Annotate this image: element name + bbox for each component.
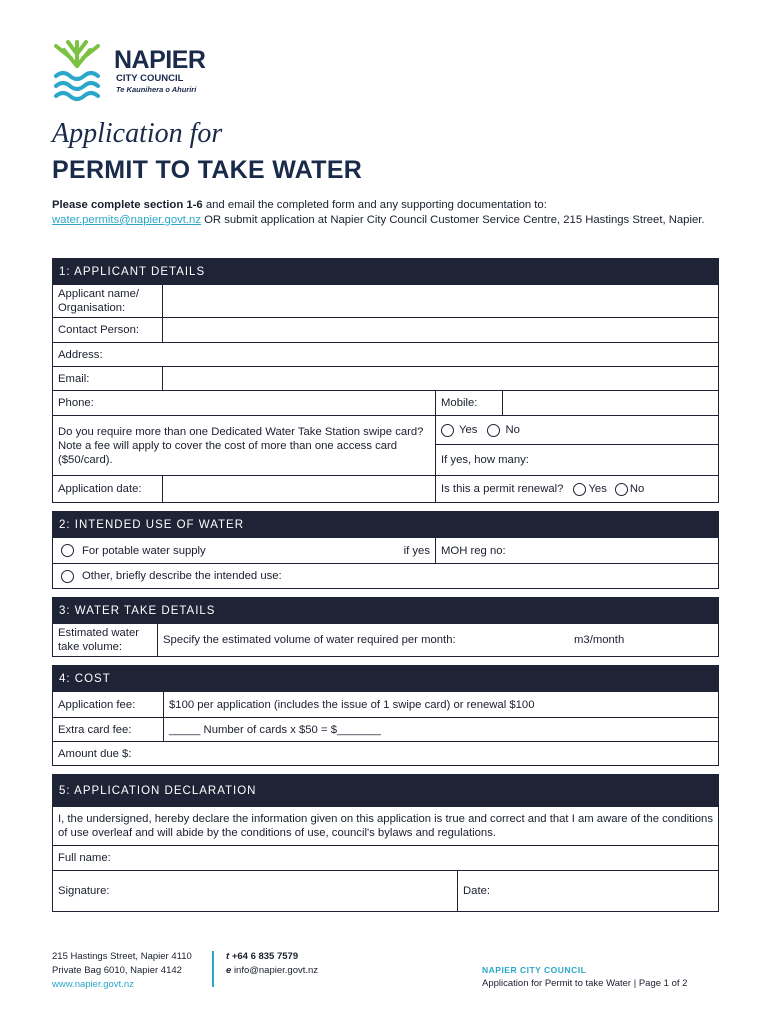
mobile-label: Mobile: [435,391,502,415]
applicant-label: Applicant name/ Organisation: [58,288,140,314]
estimated-volume-label: Estimated water take volume: [58,627,139,653]
application-date-label: Application date: [58,483,142,495]
swipe-card-answer [435,416,718,475]
full-name-row [53,845,718,870]
footer-phone-label: t [226,951,230,962]
footer-organisation: NAPIER CITY COUNCIL [482,965,587,975]
email-field[interactable] [162,367,718,390]
section-1-header: 1: APPLICANT DETAILS [53,259,718,285]
section-5-header: 5: APPLICATION DECLARATION [53,775,718,807]
council-logo [52,36,252,106]
renewal-label: Is this a permit renewal? [441,483,564,495]
date-label: Date: [457,871,718,911]
extra-card-text[interactable]: _____ Number of cards x $50 = $_______ [163,718,718,741]
swipe-yes-radio[interactable] [441,424,454,437]
intro-text-1: and email the completed form and any supporting documentation to: [202,199,547,211]
footer-document-line: Application for Permit to take Water | Page 1 of 2 [482,978,688,989]
signature-label: Signature: [58,885,110,897]
application-date-row [53,475,718,502]
application-fee-label: Application fee: [58,698,136,711]
swipe-yes-label: Yes [459,424,478,436]
swipe-card-row [53,415,718,475]
potable-radio[interactable] [61,544,74,557]
renewal-no-label: No [629,483,645,495]
moh-reg-label: MOH reg no: [435,538,718,563]
footer-divider [212,951,214,987]
address-row [53,342,718,366]
section-intended-use [52,511,719,589]
amount-due-label: Amount due $: [58,747,132,760]
footer-phone: +64 6 835 7579 [231,951,299,962]
other-use-radio[interactable] [61,570,74,583]
volume-unit: m3/month [574,634,625,646]
full-name-label: Full name: [58,852,111,864]
logo-tagline: Te Kaunihera o Ahuriri [116,85,197,94]
phone-label: Phone: [58,397,94,409]
intro-paragraph [52,198,722,228]
logo-name: NAPIER [114,46,206,74]
intro-text-2: OR submit application at Napier City Council Customer Service Centre, 215 Hastings Street, Napier. [200,214,705,226]
section-declaration [52,774,719,912]
extra-card-label: Extra card fee: [58,723,132,736]
footer-document-info [482,963,687,991]
footer-address [52,950,192,992]
footer-website-link[interactable]: www.napier.govt.nz [52,979,134,990]
application-fee-text: $100 per application (includes the issue of 1 swipe card) or renewal $100 [163,692,718,717]
section-water-take [52,597,719,657]
footer-phone-line [226,950,318,964]
declaration-row [53,807,718,845]
intro-bold: Please complete section 1-6 [52,199,203,211]
contact-label: Contact Person: [58,324,140,336]
logo-subtitle: CITY COUNCIL [116,73,184,84]
footer-email-label: e [226,965,232,976]
section-applicant-details [52,258,719,503]
if-yes-label: if yes [403,544,430,557]
how-many-label: If yes, how many: [436,444,718,475]
other-use-label: Other, briefly describe the intended use: [82,570,282,582]
section-3-header: 3: WATER TAKE DETAILS [53,598,718,624]
swipe-no-label: No [505,424,520,436]
renewal-yes-radio[interactable] [573,483,586,496]
signature-row [53,870,718,911]
swipe-no-radio[interactable] [487,424,500,437]
email-row [53,366,718,390]
applicant-field[interactable] [162,285,718,317]
footer-document-title: Application for Permit to take Water [482,978,632,989]
footer-contact [226,950,318,978]
phone-row [53,390,718,415]
volume-row [53,624,718,656]
application-fee-row [53,692,718,717]
renewal-yes-label: Yes [588,483,607,495]
potable-row [53,538,718,563]
contact-field[interactable] [162,318,718,342]
section-2-header: 2: INTENDED USE OF WATER [53,512,718,538]
applicant-row [53,285,718,317]
renewal-group [435,476,718,502]
section-4-header: 4: COST [53,666,718,692]
address-label: Address: [58,348,103,361]
title-prefix: Application for [52,118,223,149]
footer-email-line [226,964,318,978]
extra-card-row [53,717,718,741]
volume-field[interactable] [157,624,718,656]
email-link[interactable]: water.permits@napier.govt.nz [52,214,201,226]
potable-option [53,538,435,563]
council-logo-icon [52,36,102,102]
renewal-no-radio[interactable] [615,483,628,496]
other-use-option [53,564,718,588]
page-title: PERMIT TO TAKE WATER [52,156,363,184]
footer-address-line-1: 215 Hastings Street, Napier 4110 [52,951,192,962]
email-label: Email: [58,372,90,385]
specify-volume-text: Specify the estimated volume of water required per month: [163,634,456,646]
potable-label: For potable water supply [82,544,206,557]
swipe-radio-group [436,416,718,444]
mobile-field[interactable] [502,391,718,415]
swipe-card-question: Do you require more than one Dedicated Water Take Station swipe card? Note a fee will apply to cover the cost of more than one access card ($50/card). [58,425,424,466]
application-date-field[interactable] [162,476,435,502]
amount-due-row [53,741,718,765]
contact-row [53,317,718,342]
footer-address-line-2: Private Bag 6010, Napier 4142 [52,965,182,976]
footer-email[interactable]: info@napier.govt.nz [233,965,319,976]
footer-page-number: Page 1 of 2 [638,978,688,989]
declaration-text: I, the undersigned, hereby declare the information given on this application is true and correct and that I am aware of the conditions of use overleaf and will abide by the conditions of use, council's bylaws and regulations. [58,813,713,839]
other-use-row [53,563,718,588]
section-cost [52,665,719,766]
